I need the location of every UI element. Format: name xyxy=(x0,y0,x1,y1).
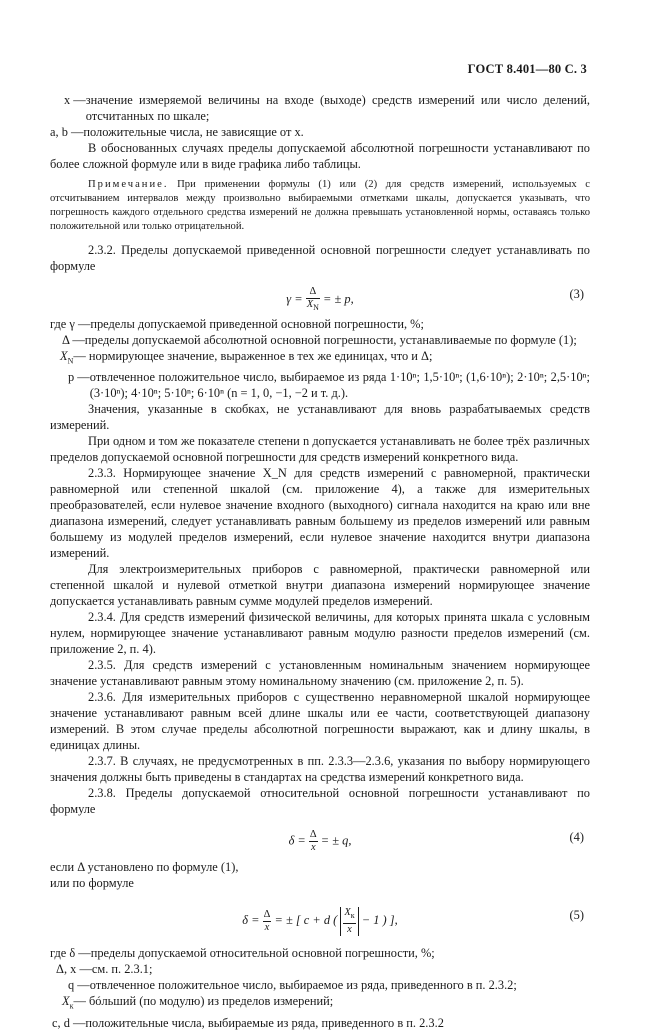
fraction: $\frac{\Delta}{x}$ xyxy=(309,829,317,854)
document-body xyxy=(50,92,590,1031)
definition-x: x — значение измеряемой величины на входе (выходе) средств измерений или число делений, отсчитанных по шкале; xyxy=(64,93,590,123)
definition-delta-x: Δ, x — см. п. 2.3.1; xyxy=(56,962,153,977)
formula-number: (5) xyxy=(569,908,584,923)
definition-q: q — отвлеченное положительное число, выбираемое из ряда, приведенного в п. 2.3.2; xyxy=(68,978,517,993)
fraction: $\frac{\Delta}{x}$ xyxy=(263,909,271,934)
definition-xk: $X_к$ — бóльший (по модулю) из пределов измерений; xyxy=(62,994,334,1011)
formula-3: γ = $\frac{\Delta}{X_N}$ = ± p, (3) xyxy=(286,286,584,313)
definition-c-d: c, d — положительные числа, выбираемые из ряда, приведенного в п. 2.3.2 xyxy=(52,1015,444,1030)
formula-5: δ = $\frac{\Delta}{x}$ = ± [ c + d ( $\frac{X_к}{x}$ − 1 ) ], (5) xyxy=(242,907,584,935)
definition-a-b: a, b — положительные числа, не зависящие от x. xyxy=(50,125,304,139)
page-header: ГОСТ 8.401—80 С. 3 xyxy=(467,62,587,76)
formula-4: δ = $\frac{\Delta}{x}$ = ± q, (4) xyxy=(288,829,584,854)
paragraph-2-3-3: 2.3.3. Нормирующее значение X_N для средств измерений с равномерной, практически равномерной или степенной шкалой (см. приложение 4), а также для измерительных преобразователей, если нулевое значение входного (выходного) сигнала находится на краю или вне диапазона измерений, следует устанавливать равным большему из пределов измерений или равным большему из модулей пределов измерений, если нулевое значение находится внутри диапазона измерений. xyxy=(50,466,590,561)
fraction: $\frac{\Delta}{X_N}$ xyxy=(306,286,319,313)
formula-number: (4) xyxy=(569,830,584,845)
note-text: При применении формулы (1) или (2) для средств измерений, используемых с отсчитыванием интервалов между произвольно выбираемыми отметками шкалы, допускается указывать, что погрешность каждого отдельного средства измерений не должна превышать установленной нормы, оставаясь только положительной или только отрицательной. xyxy=(50,179,590,232)
definition-delta: Δ — пределы допускаемой абсолютной основной погрешности, устанавливаемые по формуле (1); xyxy=(62,333,577,347)
text-line: или по формуле xyxy=(50,876,134,891)
paragraph-2-3-5: 2.3.5. Для средств измерений с установленным номинальным значением нормирующее значение устанавливают равным этому номинальному значению (см. приложение 2, п. 5). xyxy=(50,658,590,689)
note xyxy=(50,178,590,234)
paragraph-2-3-2: 2.3.2. Пределы допускаемой приведенной основной погрешности следует устанавливать по формуле xyxy=(50,243,590,273)
paragraph: При одном и том же показателе степени n допускается устанавливать не более трёх различных пределов допускаемой основной погрешности для средств измерений конкретного вида. xyxy=(50,434,590,465)
paragraph-2-3-7: 2.3.7. В случаях, не предусмотренных в пп. 2.3.3—2.3.6, указания по выбору нормирующего значения должны быть приведены в стандартах на средства измерений конкретного вида. xyxy=(50,754,590,785)
definition-xn: $X_N$ — нормирующее значение, выраженное в тех же единицах, что и Δ; xyxy=(60,349,433,366)
paragraph-2-3-6: 2.3.6. Для измерительных приборов с существенно неравномерной шкалой нормирующее значение устанавливают равным всей длине шкалы или ее части, соответствующей диапазону измерений. В этом случае пределы абсолютной погрешности выражают, как и длину шкалы, в единицах длины. xyxy=(50,690,590,753)
note-label: Примечание. xyxy=(88,179,169,190)
definition-gamma: где γ — пределы допускаемой приведенной основной погрешности, %; xyxy=(50,317,424,331)
absolute-value: $\frac{X_к}{x}$ xyxy=(340,907,358,935)
formula-number: (3) xyxy=(569,287,584,301)
definition-delta-rel: где δ — пределы допускаемой относительной основной погрешности, %; xyxy=(50,946,435,961)
paragraph: В обоснованных случаях пределы допускаемой абсолютной погрешности устанавливают по более сложной формуле или в виде графика либо таблицы. xyxy=(50,141,590,171)
paragraph-2-3-4: 2.3.4. Для средств измерений физической величины, для которых принята шкала с условным нулем, нормирующее значение устанавливают равным модулю разности пределов измерений (см. приложение 2, п. 4). xyxy=(50,610,590,657)
text-line: если Δ установлено по формуле (1), xyxy=(50,860,239,875)
paragraph-2-3-8: 2.3.8. Пределы допускаемой относительной основной погрешности устанавливают по формуле xyxy=(50,786,590,817)
paragraph: Для электроизмерительных приборов с равномерной, практически равномерной или степенной шкалой и нулевой отметкой внутри диапазона измерений нормирующее значение допускается устанавливать равным сумме модулей пределов измерений. xyxy=(50,562,590,609)
paragraph: Значения, указанные в скобках, не устанавливают для вновь разрабатываемых средств измерений. xyxy=(50,402,590,433)
definition-p: p — отвлеченное положительное число, выбираемое из ряда 1·10ⁿ; 1,5·10ⁿ; (1,6·10ⁿ); 2·10ⁿ; 2,5·10ⁿ; (3·10ⁿ); 4·10ⁿ; 5·10ⁿ; 6·10ⁿ (n = 1, 0, −1, −2 и т. д.). xyxy=(68,370,590,401)
